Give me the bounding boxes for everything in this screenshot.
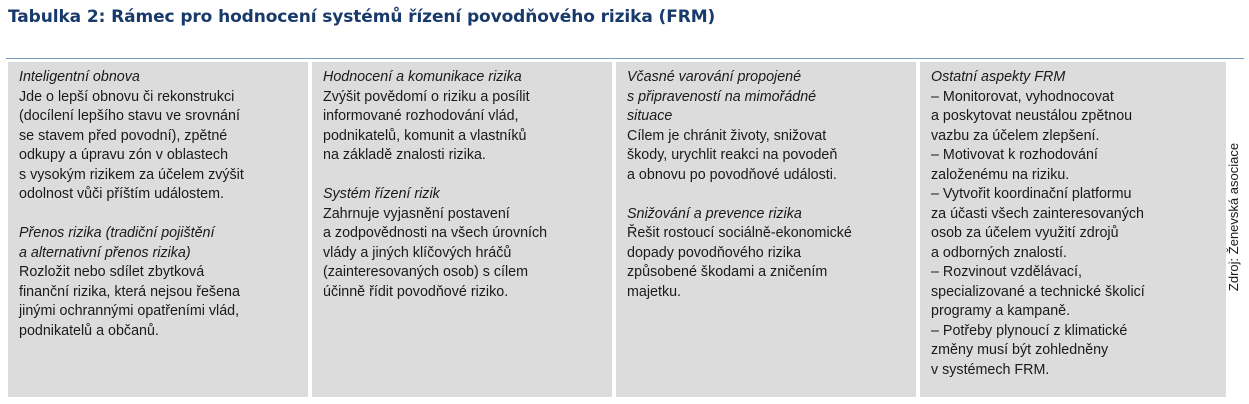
- column-other-aspects: [920, 62, 1226, 397]
- section-body: Jde o lepší obnovu či rekonstrukci (docílení lepšího stavu ve srovnání se stavem před povodní), zpětné odkupy a úpravu zón v oblastech s vysokým rizikem za účelem zvýšit odolnost vůči příštím událostem.: [19, 88, 244, 202]
- bullet-list: [931, 88, 1218, 381]
- section-title: Včasné varování propojené s připraveností na mimořádné situace: [627, 69, 817, 124]
- column-risk-assessment: [312, 62, 612, 397]
- section-title: Hodnocení a komunikace rizika: [323, 69, 522, 85]
- section-body: Zvýšit povědomí o riziku a posílit informované rozhodování vlád, podnikatelů, komunit a vlastníků na základě znalosti rizika.: [323, 88, 530, 163]
- list-item: – Potřeby plynoucí z klimatické změny musí být zohledněny v systémech FRM.: [931, 322, 1128, 378]
- framework-table: [8, 62, 1226, 397]
- section-body: Rozložit nebo sdílet zbytková finanční rizika, která nejsou řešena jinými ochrannými opatřeními vlád, podnikatelů a občanů.: [19, 264, 240, 339]
- column-smart-recovery: [8, 62, 308, 397]
- section-title: Ostatní aspekty FRM: [931, 69, 1066, 85]
- title-divider: [6, 58, 1244, 59]
- section-body: Cílem je chránit životy, snižovat škody, urychlit reakci na povodeň a obnovu po povodňové události.: [627, 127, 838, 183]
- list-item: – Motivovat k rozhodování založenému na riziku.: [931, 147, 1098, 183]
- table-title: Tabulka 2: Rámec pro hodnocení systémů řízení povodňového rizika (FRM): [8, 7, 716, 27]
- list-item: – Monitorovat, vyhodnocovat a poskytovat neustálou zpětnou vazbu za účelem zlepšení.: [931, 88, 1133, 144]
- section-title: Inteligentní obnova: [19, 69, 140, 85]
- source-note: Zdroj: Ženevská asociace: [1226, 142, 1241, 292]
- section-body: Zahrnuje vyjasnění postavení a zodpovědnosti na všech úrovních vlády a jiných klíčových hráčů (zainteresovaných osob) s cílem účinně řídit povodňové riziko.: [323, 205, 548, 300]
- section-body: Řešit rostoucí sociálně-ekonomické dopady povodňového rizika způsobené škodami a zničením majetku.: [627, 225, 852, 300]
- section-title: Snižování a prevence rizika: [627, 205, 802, 222]
- list-item: – Rozvinout vzdělávací, specializované a technické školicí programy a kampaně.: [931, 264, 1145, 319]
- column-early-warning: [616, 62, 916, 397]
- section-title: Systém řízení rizik: [323, 186, 440, 202]
- section-title: Přenos rizika (tradiční pojištění a alternativní přenos rizika): [19, 225, 215, 261]
- list-item: – Vytvořit koordinační platformu za účasti všech zainteresovaných osob za účelem využití zdrojů a odborných znalostí.: [931, 186, 1144, 261]
